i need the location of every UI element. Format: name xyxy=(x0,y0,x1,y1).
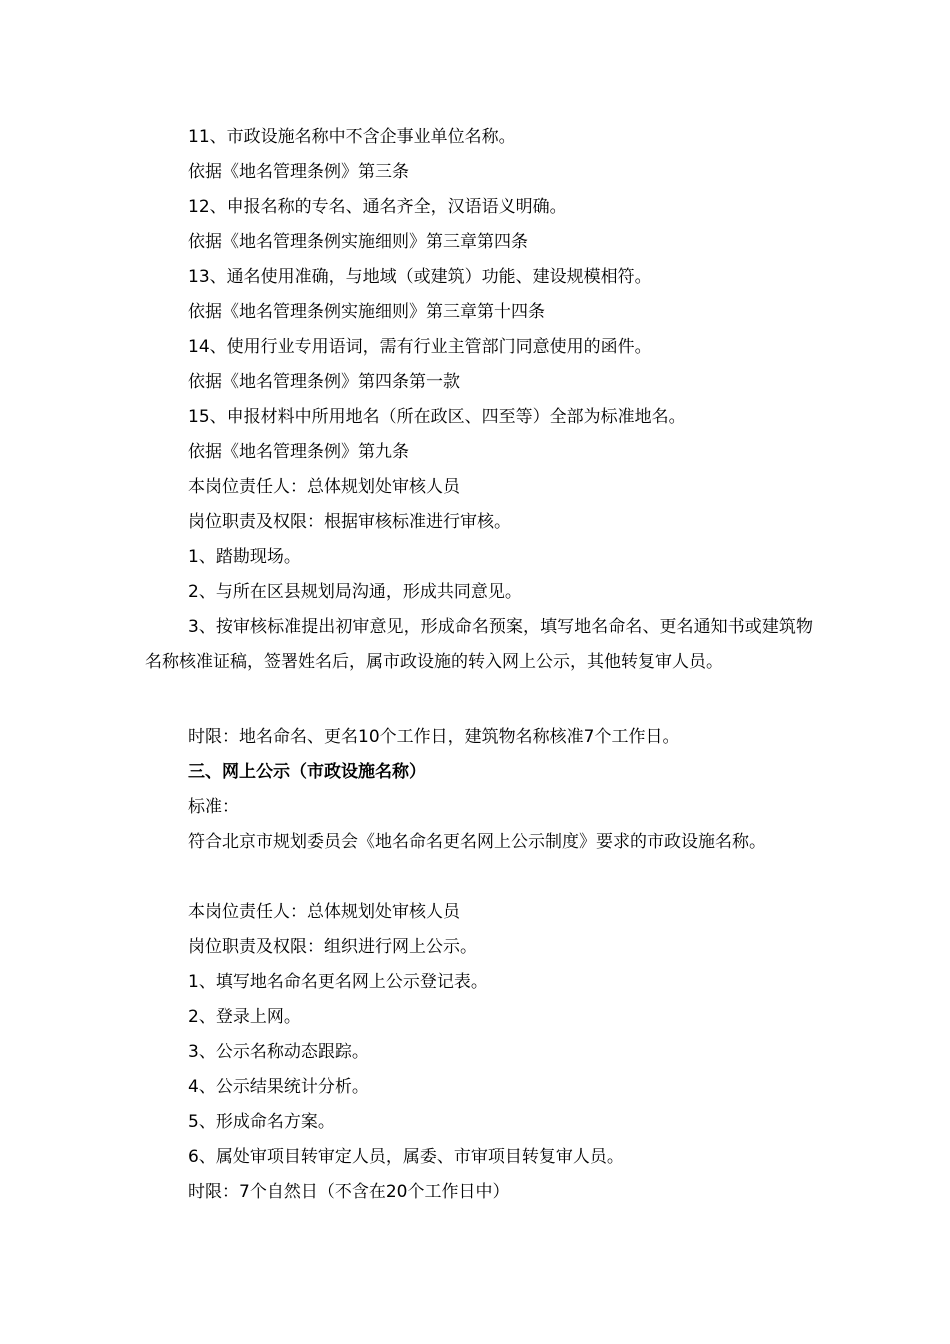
publicity-item-4: 4、公示结果统计分析。 xyxy=(188,1077,369,1097)
basis-15: 依据《地名管理条例》第九条 xyxy=(188,442,409,462)
standard-label: 标准： xyxy=(188,797,239,817)
publicity-item-1: 1、填写地名命名更名网上公示登记表。 xyxy=(188,972,488,992)
publicity-item-2: 2、登录上网。 xyxy=(188,1007,301,1027)
publicity-item-3: 3、公示名称动态跟踪。 xyxy=(188,1042,369,1062)
duties-authority-2: 岗位职责及权限：组织进行网上公示。 xyxy=(188,937,477,957)
criterion-11: 11、市政设施名称中不含企事业单位名称。 xyxy=(188,127,516,147)
basis-13: 依据《地名管理条例实施细则》第三章第十四条 xyxy=(188,302,545,322)
publicity-item-5: 5、形成命名方案。 xyxy=(188,1112,335,1132)
responsible-person: 本岗位责任人：总体规划处审核人员 xyxy=(188,477,460,497)
section-heading: 三、网上公示（市政设施名称） xyxy=(188,762,426,782)
criterion-12: 12、申报名称的专名、通名齐全，汉语语义明确。 xyxy=(188,197,567,217)
criterion-14: 14、使用行业专用语词，需有行业主管部门同意使用的函件。 xyxy=(188,337,652,357)
criterion-15: 15、申报材料中所用地名（所在政区、四至等）全部为标准地名。 xyxy=(188,407,686,427)
basis-12: 依据《地名管理条例实施细则》第三章第四条 xyxy=(188,232,528,252)
criterion-13: 13、通名使用准确，与地域（或建筑）功能、建设规模相符。 xyxy=(188,267,652,287)
duties-authority: 岗位职责及权限：根据审核标准进行审核。 xyxy=(188,512,511,532)
standard-text: 符合北京市规划委员会《地名命名更名网上公示制度》要求的市政设施名称。 xyxy=(188,832,766,852)
duty-item-1: 1、踏勘现场。 xyxy=(188,547,301,567)
responsible-person-2: 本岗位责任人：总体规划处审核人员 xyxy=(188,902,460,922)
basis-11: 依据《地名管理条例》第三条 xyxy=(188,162,409,182)
duty-item-2: 2、与所在区县规划局沟通，形成共同意见。 xyxy=(188,582,522,602)
publicity-time-limit: 时限：7个自然日（不含在20个工作日中） xyxy=(188,1182,510,1202)
duty-item-3: 3、按审核标准提出初审意见，形成命名预案，填写地名命名、更名通知书或建筑物名称核准证稿，签署姓名后，属市政设施的转入网上公示，其他转复审人员。 xyxy=(145,617,813,672)
basis-14: 依据《地名管理条例》第四条第一款 xyxy=(188,372,460,392)
review-time-limit: 时限：地名命名、更名10个工作日，建筑物名称核准7个工作日。 xyxy=(188,727,680,747)
publicity-item-6: 6、属处审项目转审定人员，属委、市审项目转复审人员。 xyxy=(188,1147,624,1167)
